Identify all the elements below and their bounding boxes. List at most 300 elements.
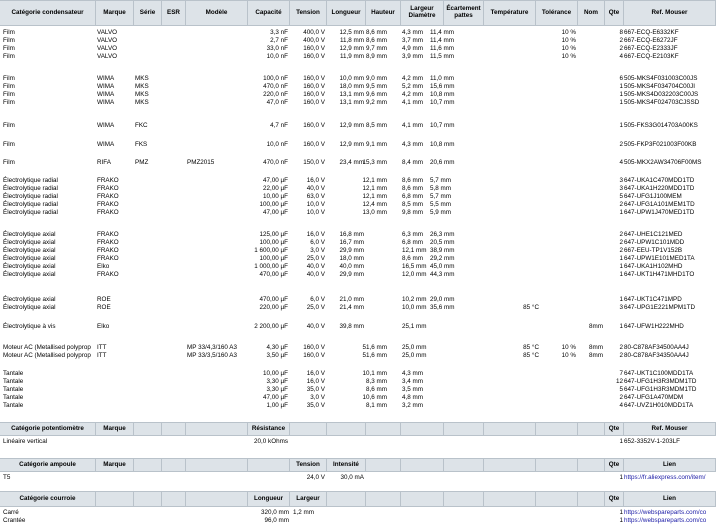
condensateur-row[interactable] <box>0 344 716 352</box>
cell-marque: FRAKO <box>97 185 119 192</box>
courroies-col-header[interactable]: Catégorie courroie <box>0 492 96 506</box>
cell-capacite: 100,00 µF <box>259 255 288 262</box>
cell-nom <box>568 201 603 209</box>
potentiometre-row[interactable] <box>0 438 716 446</box>
cell-tension: 160,0 V <box>303 122 325 129</box>
cell-esr <box>163 323 185 331</box>
cell-tension: 35,0 V <box>306 386 325 393</box>
condensateurs-col-header[interactable]: Ref. Mouser <box>624 1 716 25</box>
cell-marque: WIMA <box>97 122 115 129</box>
cell-largeur: 4,1 mm <box>402 99 423 106</box>
cell-esr <box>163 386 185 394</box>
ampoules-col-header[interactable] <box>134 459 162 471</box>
cell-largeur: 12,0 mm <box>402 271 427 278</box>
cell-esr <box>163 344 185 352</box>
cell-ref-mouser: 80-C878AF34350AA4J <box>624 352 689 359</box>
cell-ref-mouser: 647-UPW1C101MDD <box>624 239 685 246</box>
cell-esr <box>163 247 185 255</box>
cell-serie <box>135 344 161 352</box>
courroies-col-header[interactable] <box>162 492 186 506</box>
condensateur-row[interactable] <box>0 296 716 304</box>
cell-esr <box>163 177 185 185</box>
potentiometres-col-header[interactable] <box>162 423 186 435</box>
courroie-row[interactable] <box>0 509 716 517</box>
potentiometres-col-header[interactable] <box>401 423 444 435</box>
cell-categorie: Carré <box>3 509 19 516</box>
courroies-col-header[interactable] <box>484 492 536 506</box>
cell-ecartement: 11,6 mm <box>430 45 455 52</box>
cell-ecartement: 10,7 mm <box>430 122 455 129</box>
cell-marque: VALVO <box>97 29 118 36</box>
cell-largeur: 8,6 mm <box>402 177 423 184</box>
cell-ecartement: 11,4 mm <box>430 37 455 44</box>
cell-marque <box>97 402 133 410</box>
cell-largeur: 8,4 mm <box>402 159 423 166</box>
cell-tolerance: 10 % <box>561 352 576 359</box>
cell-largeur: 8,5 mm <box>402 201 423 208</box>
ampoules-col-header[interactable]: Catégorie ampoule <box>0 459 96 471</box>
condensateur-row[interactable] <box>0 370 716 378</box>
cell-esr <box>163 185 185 193</box>
condensateurs-col-header[interactable]: Température <box>484 1 536 25</box>
cell-capacite: 125,00 µF <box>259 231 288 238</box>
cell-ecartement: 38,9 mm <box>430 247 455 254</box>
cell-temperature <box>484 29 539 37</box>
cell-serie <box>135 45 161 53</box>
courroies-col-header[interactable]: Longueur <box>248 492 290 506</box>
cell-marque <box>97 438 133 446</box>
cell-largeur: 4,2 mm <box>402 91 423 98</box>
potentiometres-col-header[interactable] <box>578 423 605 435</box>
cell-nom <box>568 209 603 217</box>
courroies-col-header[interactable] <box>444 492 484 506</box>
cell-longueur: 18,0 mm <box>339 255 364 262</box>
cell-tolerance: 10 % <box>561 29 576 36</box>
cell-capacite: 3,30 µF <box>266 378 288 385</box>
courroies-col-header[interactable] <box>536 492 578 506</box>
cell-serie <box>135 323 161 331</box>
cell-hauteur: 9,2 mm <box>366 99 387 106</box>
cell-serie: MKS <box>135 99 149 106</box>
cell-tension: 6,0 V <box>310 239 325 246</box>
cell-nom <box>568 386 603 394</box>
potentiometres-col-header[interactable]: Résistance <box>248 423 290 435</box>
cell-esr <box>163 37 185 45</box>
cell-categorie: Linéaire vertical <box>3 438 48 445</box>
condensateurs-col-header[interactable]: Série <box>134 1 162 25</box>
cell-nom <box>568 91 603 99</box>
cell-esr <box>163 394 185 402</box>
condensateurs-col-header[interactable]: Largeur Diamètre <box>401 1 444 25</box>
cell-qte: 2 <box>619 247 623 254</box>
cell-capacite: 220,00 µF <box>259 304 288 311</box>
cell-longueur: 13,1 mm <box>339 91 364 98</box>
cell-tension: 160,0 V <box>303 91 325 98</box>
cell-resistance: 20,0 kOhms <box>254 438 288 445</box>
cell-ref-mouser: 652-3352V-1-203LF <box>624 438 681 445</box>
potentiometres-col-header[interactable] <box>444 423 484 435</box>
courroies-col-header[interactable] <box>186 492 248 506</box>
condensateur-row[interactable] <box>0 193 716 201</box>
cell-hauteur: 8,1 mm <box>366 402 387 409</box>
cell-ecartement: 5,7 mm <box>430 177 451 184</box>
cell-capacite: 470,0 nF <box>263 159 288 166</box>
condensateurs-col-header[interactable]: Capacité <box>248 1 290 25</box>
cell-qte: 1 <box>619 296 623 303</box>
cell-hauteur: 12,1 mm <box>362 177 387 184</box>
condensateur-row[interactable] <box>0 75 716 83</box>
cell-hauteur <box>346 255 387 263</box>
courroies-col-header[interactable] <box>96 492 134 506</box>
cell-nom <box>568 394 603 402</box>
cell-hauteur: 10,1 mm <box>362 370 387 377</box>
condensateur-row[interactable] <box>0 209 716 217</box>
cell-capacite: 1 000,00 µF <box>254 263 288 270</box>
cell-serie <box>135 239 161 247</box>
ampoules-col-header[interactable]: Qte <box>605 459 624 471</box>
ampoules-col-header[interactable] <box>248 459 290 471</box>
condensateurs-col-header[interactable]: Tension <box>290 1 327 25</box>
cell-nom <box>568 122 603 130</box>
potentiometres-col-header[interactable] <box>366 423 401 435</box>
cell-serie <box>135 378 161 386</box>
cell-longueur: 12,9 mm <box>339 45 364 52</box>
condensateur-row[interactable] <box>0 352 716 360</box>
courroies-col-header[interactable]: Qte <box>605 492 624 506</box>
cell-hauteur <box>346 247 387 255</box>
cell-hauteur <box>346 304 387 312</box>
ampoules-col-header[interactable] <box>444 459 484 471</box>
condensateurs-col-header[interactable]: Catégorie condensateur <box>0 1 96 25</box>
condensateurs-col-header[interactable]: Tolérance <box>536 1 578 25</box>
condensateur-row[interactable] <box>0 29 716 37</box>
cell-ecartement: 10,8 mm <box>430 141 455 148</box>
condensateurs-header-row <box>0 0 716 26</box>
cell-esr <box>163 193 185 201</box>
cell-nom <box>568 239 603 247</box>
cell-tension: 10,0 V <box>306 209 325 216</box>
cell-ref-mouser: 505-MKS4F031003C00JS <box>624 75 698 82</box>
ampoules-col-header[interactable] <box>366 459 401 471</box>
potentiometres-col-header[interactable]: Marque <box>96 423 134 435</box>
condensateur-row[interactable] <box>0 53 716 61</box>
cell-esr <box>163 239 185 247</box>
cell-hauteur: 8,3 mm <box>366 378 387 385</box>
cell-temperature: 85 °C <box>523 344 539 351</box>
potentiometres-col-header[interactable] <box>536 423 578 435</box>
cell-longueur: 10,0 mm <box>339 75 364 82</box>
cell-esr <box>163 45 185 53</box>
cell-marque: VALVO <box>97 37 118 44</box>
courroies-col-header[interactable]: Largeur <box>290 492 327 506</box>
cell-categorie: Tantale <box>3 386 24 393</box>
courroies-col-header[interactable] <box>578 492 605 506</box>
cell-longueur: 12,9 mm <box>339 141 364 148</box>
condensateurs-col-header[interactable]: ESR <box>162 1 186 25</box>
ampoules-col-header[interactable] <box>536 459 578 471</box>
condensateurs-col-header[interactable]: Longueur <box>327 1 366 25</box>
cell-ref-mouser: 505-MKX2AW34706F00MS <box>624 159 702 166</box>
condensateur-row[interactable] <box>0 239 716 247</box>
potentiometres-col-header[interactable] <box>186 423 248 435</box>
ampoules-col-header[interactable] <box>162 459 186 471</box>
cell-nom <box>568 45 603 53</box>
cell-temperature <box>484 231 539 239</box>
cell-categorie: Film <box>3 91 15 98</box>
cell-ref-mouser: 647-UKA1H220MDD1TD <box>624 185 695 192</box>
cell-ref-mouser: 667-ECQ-E6332KF <box>624 29 679 36</box>
cell-longueur: 16,7 mm <box>339 239 364 246</box>
condensateur-row[interactable] <box>0 394 716 402</box>
cell-ecartement: 15,6 mm <box>430 83 455 90</box>
cell-largeur: 4,3 mm <box>402 29 423 36</box>
cell-capacite: 3,3 nF <box>270 29 288 36</box>
condensateurs-col-header[interactable]: Nom <box>578 1 605 25</box>
condensateur-row[interactable] <box>0 304 716 312</box>
potentiometres-col-header[interactable] <box>290 423 327 435</box>
cell-marque: ITT <box>97 352 107 359</box>
cell-hauteur: 12,1 mm <box>362 185 387 192</box>
courroies-col-header[interactable]: Lien <box>624 492 716 506</box>
cell-capacite: 100,00 µF <box>259 201 288 208</box>
cell-esr <box>163 201 185 209</box>
cell-qte: 4 <box>619 53 623 60</box>
cell-tension: 400,0 V <box>303 37 325 44</box>
cell-temperature <box>484 45 539 53</box>
cell-largeur: 12,1 mm <box>402 247 427 254</box>
cell-largeur: 25,1 mm <box>402 323 427 330</box>
cell-hauteur: 10,6 mm <box>362 394 387 401</box>
condensateur-row[interactable] <box>0 247 716 255</box>
condensateur-row[interactable] <box>0 263 716 271</box>
cell-longueur: 12,9 mm <box>339 122 364 129</box>
courroies-col-header[interactable] <box>366 492 401 506</box>
cell-ref-mouser: 647-UFG1A470MDM <box>624 394 684 401</box>
cell-qte: 1 <box>619 209 623 216</box>
condensateur-row[interactable] <box>0 141 716 149</box>
ampoules-col-header[interactable]: Lien <box>624 459 716 471</box>
cell-temperature <box>484 247 539 255</box>
courroie-row[interactable] <box>0 517 716 525</box>
condensateurs-col-header[interactable]: Hauteur <box>366 1 401 25</box>
cell-largeur: 1,2 mm <box>293 509 314 516</box>
cell-marque: ITT <box>97 344 107 351</box>
cell-ecartement: 26,3 mm <box>430 231 455 238</box>
cell-marque: FRAKO <box>97 201 119 208</box>
cell-tension: 16,0 V <box>306 177 325 184</box>
cell-qte: 1 <box>619 99 623 106</box>
potentiometres-header-row <box>0 422 716 436</box>
cell-marque: Elko <box>97 323 110 330</box>
condensateurs-col-header[interactable]: Qte <box>605 1 624 25</box>
cell-capacite: 33,0 nF <box>266 45 288 52</box>
condensateur-row[interactable] <box>0 159 716 167</box>
cell-categorie: Crantée <box>3 517 26 524</box>
ampoules-col-header[interactable]: Tension <box>290 459 327 471</box>
ampoules-col-header[interactable]: Marque <box>96 459 134 471</box>
courroies-col-header[interactable] <box>401 492 444 506</box>
potentiometres-col-header[interactable] <box>327 423 366 435</box>
cell-categorie: Film <box>3 83 15 90</box>
cell-ecartement: 5,8 mm <box>430 185 451 192</box>
condensateur-row[interactable] <box>0 378 716 386</box>
potentiometres-col-header[interactable] <box>484 423 536 435</box>
cell-ecartement: 45,0 mm <box>430 263 455 270</box>
condensateur-row[interactable] <box>0 255 716 263</box>
cell-longueur: 96,0 mm <box>264 517 289 524</box>
cell-nom: 8mm <box>589 352 603 359</box>
condensateur-row[interactable] <box>0 99 716 107</box>
potentiometres-col-header[interactable] <box>134 423 162 435</box>
cell-qte: 1 <box>619 271 623 278</box>
cell-hauteur: 15,3 mm <box>362 159 387 166</box>
cell-marque: WIMA <box>97 91 115 98</box>
cell-esr <box>163 53 185 61</box>
cell-categorie: Électrolytique axial <box>3 255 56 262</box>
cell-temperature <box>484 402 539 410</box>
condensateur-row[interactable] <box>0 185 716 193</box>
cell-qte: 1 <box>619 438 623 445</box>
cell-serie <box>135 193 161 201</box>
cell-hauteur <box>346 263 387 271</box>
cell-qte: 3 <box>619 177 623 184</box>
cell-esr <box>163 378 185 386</box>
cell-hauteur: 9,7 mm <box>366 45 387 52</box>
cell-esr <box>163 263 185 271</box>
ampoules-col-header[interactable] <box>401 459 444 471</box>
ampoules-col-header[interactable] <box>186 459 248 471</box>
cell-marque: FRAKO <box>97 255 119 262</box>
cell-capacite: 470,00 µF <box>259 271 288 278</box>
potentiometres-col-header[interactable]: Ref. Mouser <box>624 423 716 435</box>
cell-categorie: Électrolytique axial <box>3 304 56 311</box>
cell-nom <box>568 177 603 185</box>
cell-esr <box>163 271 185 279</box>
cell-esr <box>163 304 185 312</box>
cell-categorie: Tantale <box>3 402 24 409</box>
cell-qte: 2 <box>619 231 623 238</box>
potentiometres-col-header[interactable]: Qte <box>605 423 624 435</box>
cell-categorie: Film <box>3 122 15 129</box>
cell-hauteur: 9,1 mm <box>366 141 387 148</box>
cell-serie <box>135 352 161 360</box>
cell-hauteur: 13,0 mm <box>362 209 387 216</box>
cell-ecartement: 29,2 mm <box>430 255 455 262</box>
cell-categorie: Électrolytique radial <box>3 185 58 192</box>
condensateur-row[interactable] <box>0 122 716 130</box>
cell-qte: 2 <box>619 141 623 148</box>
cell-qte: 1 <box>619 255 623 262</box>
cell-capacite: 47,00 µF <box>263 177 288 184</box>
condensateurs-col-header[interactable]: Écartement pattes <box>444 1 484 25</box>
condensateur-row[interactable] <box>0 45 716 53</box>
cell-tension: 25,0 V <box>306 255 325 262</box>
cell-serie <box>135 271 161 279</box>
cell-temperature <box>484 185 539 193</box>
cell-nom <box>568 271 603 279</box>
ampoules-col-header[interactable]: Intensité <box>327 459 366 471</box>
cell-tension: 160,0 V <box>303 45 325 52</box>
cell-ecartement <box>430 378 470 386</box>
cell-qte: 2 <box>619 37 623 44</box>
cell-categorie: Tantale <box>3 394 24 401</box>
courroies-col-header[interactable] <box>134 492 162 506</box>
potentiometres-col-header[interactable]: Catégorie potentiomètre <box>0 423 96 435</box>
condensateur-row[interactable] <box>0 231 716 239</box>
condensateur-row[interactable] <box>0 402 716 410</box>
cell-marque: FRAKO <box>97 247 119 254</box>
cell-categorie: Électrolytique axial <box>3 271 56 278</box>
cell-marque: FRAKO <box>97 193 119 200</box>
cell-ref-mouser: 647-UKT1C100MDD1TA <box>624 370 694 377</box>
cell-capacite: 100,0 nF <box>263 75 288 82</box>
cell-esr <box>163 352 185 360</box>
cell-ecartement: 35,6 mm <box>430 304 455 311</box>
condensateur-row[interactable] <box>0 271 716 279</box>
cell-intensite: 30,0 mA <box>340 474 364 481</box>
ampoule-row[interactable] <box>0 474 716 482</box>
condensateurs-col-header[interactable]: Marque <box>96 1 134 25</box>
cell-nom <box>568 304 603 312</box>
cell-qte: 7 <box>619 370 623 377</box>
cell-nom <box>568 99 603 107</box>
cell-categorie: Moteur AC (Metallised polyprop <box>3 352 91 359</box>
cell-tension: 160,0 V <box>303 83 325 90</box>
cell-ecartement <box>430 386 470 394</box>
cell-temperature <box>484 53 539 61</box>
cell-hauteur <box>346 239 387 247</box>
ampoules-col-header[interactable] <box>578 459 605 471</box>
cell-largeur: 9,8 mm <box>402 209 423 216</box>
cell-marque <box>97 474 133 482</box>
condensateur-row[interactable] <box>0 91 716 99</box>
cell-nom <box>568 370 603 378</box>
courroies-col-header[interactable] <box>327 492 366 506</box>
cell-hauteur: 51,6 mm <box>362 344 387 351</box>
cell-temperature <box>484 323 539 331</box>
cell-serie <box>135 37 161 45</box>
cell-tension: 3,0 V <box>310 247 325 254</box>
cell-categorie: Électrolytique radial <box>3 201 58 208</box>
condensateur-row[interactable] <box>0 37 716 45</box>
cell-largeur: 6,8 mm <box>402 193 423 200</box>
cell-marque <box>97 386 133 394</box>
condensateur-row[interactable] <box>0 83 716 91</box>
cell-largeur: 4,1 mm <box>402 122 423 129</box>
cell-temperature <box>484 122 539 130</box>
condensateur-row[interactable] <box>0 323 716 331</box>
cell-ref-mouser: 647-UPG1E221MPM1TD <box>624 304 696 311</box>
cell-temperature <box>484 75 539 83</box>
condensateur-row[interactable] <box>0 386 716 394</box>
cell-nom <box>568 193 603 201</box>
cell-capacite: 4,30 µF <box>266 344 288 351</box>
cell-temperature <box>484 141 539 149</box>
cell-marque: WIMA <box>97 141 115 148</box>
cell-categorie: Électrolytique radial <box>3 193 58 200</box>
condensateurs-col-header[interactable]: Modèle <box>186 1 248 25</box>
cell-categorie: Tantale <box>3 378 24 385</box>
ampoules-col-header[interactable] <box>484 459 536 471</box>
cell-serie: FKC <box>135 122 148 129</box>
cell-hauteur: 9,6 mm <box>366 91 387 98</box>
cell-temperature <box>484 37 539 45</box>
cell-marque: RIFA <box>97 159 111 166</box>
condensateur-row[interactable] <box>0 177 716 185</box>
cell-hauteur <box>346 271 387 279</box>
condensateur-row[interactable] <box>0 201 716 209</box>
cell-tension: 35,0 V <box>306 402 325 409</box>
